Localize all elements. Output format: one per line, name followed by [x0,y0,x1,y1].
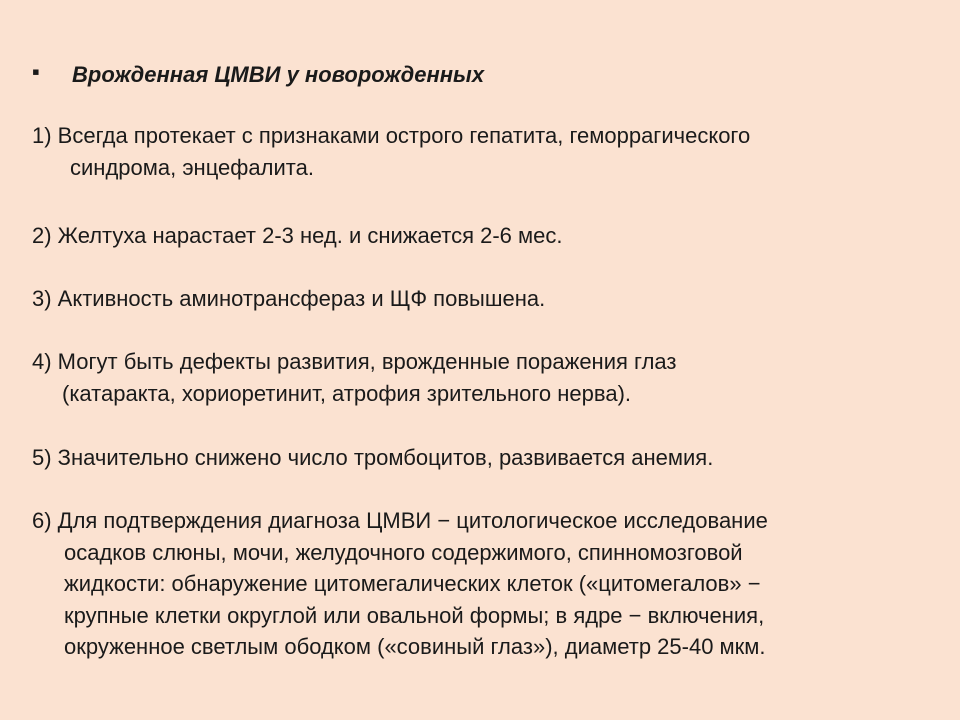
heading-row [32,59,485,88]
slide-heading: Врожденная ЦМВИ у новорожденных [72,62,485,87]
bullet-icon: ▪ [32,59,40,84]
list-item-line: синдрома, энцефалита. [70,154,314,180]
list-item-line: (катаракта, хориоретинит, атрофия зрительного нерва). [62,380,632,406]
list-item-5 [32,442,942,474]
list-item-line: жидкости: обнаружение цитомегалических клеток («цитомегалов» − [64,571,761,596]
list-item-1 [32,120,942,183]
list-item-line: 2) Желтуха нарастает 2-3 нед. и снижается 2-6 мес. [32,223,563,248]
list-item-line: 5) Значительно снижено число тромбоцитов, развивается анемия. [32,445,714,470]
list-item-line: 1) Всегда протекает с признаками острого гепатита, геморрагического [32,123,751,148]
list-item-line: 4) Могут быть дефекты развития, врожденные поражения глаз [32,349,677,374]
list-item-line: осадков слюны, мочи, желудочного содержимого, спинномозговой [64,539,743,565]
list-item-line: 6) Для подтверждения диагноза ЦМВИ − цитологическое исследование [32,508,768,533]
list-item-line: крупные клетки округлой или овальной формы; в ядре − включения, [64,602,765,628]
list-item-line: 3) Активность аминотрансфераз и ЩФ повышена. [32,286,546,311]
list-item-2 [32,220,942,252]
list-item-line: окруженное светлым ободком («совиный глаз»), диаметр 25-40 мкм. [64,634,766,659]
list-item-4 [32,346,942,409]
list-item-3 [32,283,942,315]
list-item-6 [32,505,942,663]
